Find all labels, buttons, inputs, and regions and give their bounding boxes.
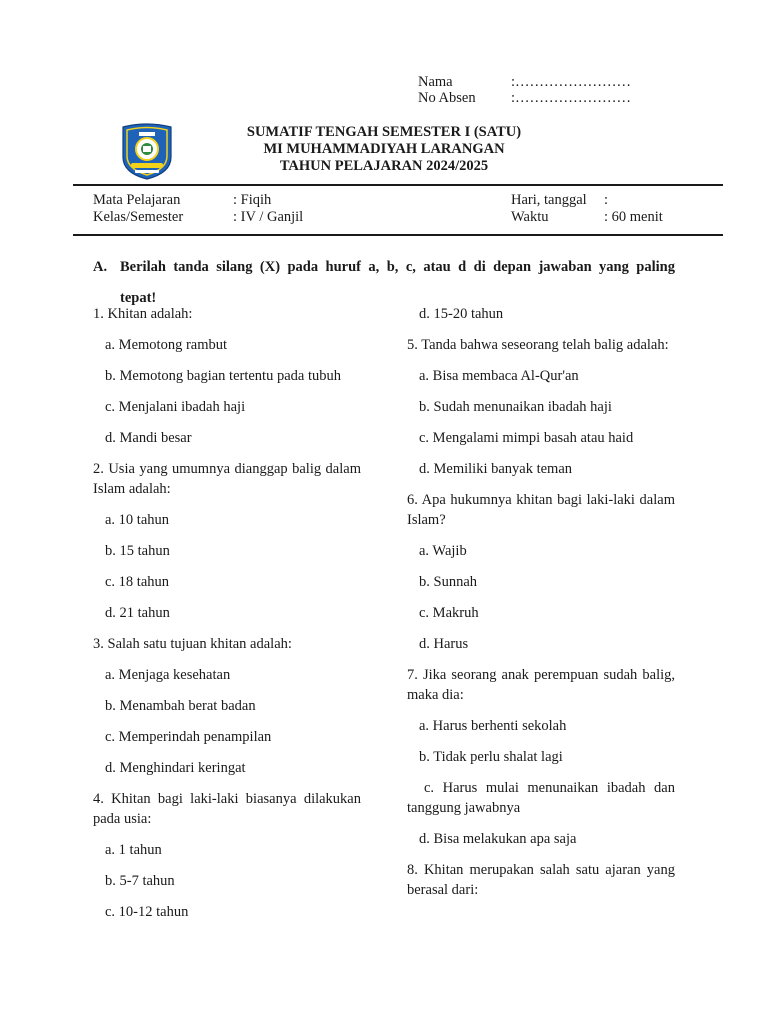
q6-option-b[interactable]: b. Sunnah — [419, 574, 477, 590]
q5-option-c[interactable]: c. Mengalami mimpi basah atau haid — [419, 430, 634, 446]
waktu-label: Waktu — [511, 209, 549, 225]
question-8: 8. Khitan merupakan salah satu ajaran yang berasal dari: — [407, 862, 675, 898]
q1-option-a[interactable]: a. Memotong rambut — [105, 337, 228, 353]
questions-right-column — [407, 304, 675, 911]
hari-value[interactable]: : — [604, 192, 609, 208]
exam-title — [184, 124, 584, 175]
top-divider — [73, 184, 723, 186]
questions-left-column — [93, 304, 361, 933]
q4-option-b[interactable]: b. 5-7 tahun — [105, 873, 175, 889]
q1-option-b[interactable]: b. Memotong bagian tertentu pada tubuh — [105, 368, 341, 384]
q1-option-c[interactable]: c. Menjalani ibadah haji — [105, 399, 246, 415]
question-1: 1. Khitan adalah: — [93, 306, 193, 322]
q3-option-a[interactable]: a. Menjaga kesehatan — [105, 667, 231, 683]
identity-block — [418, 74, 631, 106]
name-field[interactable]: :…………………… — [511, 74, 632, 90]
q4-option-d[interactable]: d. 15-20 tahun — [419, 306, 504, 322]
waktu-value: : 60 menit — [604, 209, 663, 225]
q6-option-d[interactable]: d. Harus — [419, 636, 469, 652]
title-line-1: SUMATIF TENGAH SEMESTER I (SATU) — [246, 124, 522, 140]
q7-option-b[interactable]: b. Tidak perlu shalat lagi — [419, 749, 563, 765]
question-6: 6. Apa hukumnya khitan bagi laki-laki dalam Islam? — [407, 492, 675, 528]
name-row — [418, 74, 631, 90]
school-logo — [119, 121, 175, 181]
q3-option-b[interactable]: b. Menambah berat badan — [105, 698, 256, 714]
q2-option-d[interactable]: d. 21 tahun — [105, 605, 170, 621]
absen-label: No Absen — [418, 90, 476, 106]
q3-option-d[interactable]: d. Menghindari keringat — [105, 760, 246, 776]
question-5: 5. Tanda bahwa seseorang telah balig adalah: — [407, 337, 669, 353]
question-3: 3. Salah satu tujuan khitan adalah: — [93, 636, 292, 652]
name-label: Nama — [418, 74, 453, 90]
mapel-label: Mata Pelajaran — [93, 192, 181, 208]
question-4: 4. Khitan bagi laki-laki biasanya dilakukan pada usia: — [93, 791, 361, 827]
q4-option-c[interactable]: c. 10-12 tahun — [105, 904, 189, 920]
q3-option-c[interactable]: c. Memperindah penampilan — [105, 729, 272, 745]
hari-label: Hari, tanggal — [511, 192, 587, 208]
q2-option-a[interactable]: a. 10 tahun — [105, 512, 170, 528]
mapel-value: : Fiqih — [233, 192, 272, 208]
q2-option-c[interactable]: c. 18 tahun — [105, 574, 170, 590]
kelas-label: Kelas/Semester — [93, 209, 184, 225]
absen-row — [418, 90, 631, 106]
title-line-2: MI MUHAMMADIYAH LARANGAN — [263, 141, 505, 157]
question-7: 7. Jika seorang anak perempuan sudah balig, maka dia: — [407, 667, 675, 703]
absen-field[interactable]: :…………………… — [511, 90, 632, 106]
title-line-3: TAHUN PELAJARAN 2024/2025 — [279, 158, 489, 174]
q5-option-d[interactable]: d. Memiliki banyak teman — [419, 461, 573, 477]
q1-option-d[interactable]: d. Mandi besar — [105, 430, 192, 446]
instruction-line-1: Berilah tanda silang (X) pada huruf a, b, c, atau d di depan jawaban yang paling — [120, 259, 675, 275]
subject-info — [93, 192, 303, 226]
q5-option-b[interactable]: b. Sudah menunaikan ibadah haji — [419, 399, 612, 415]
q2-option-b[interactable]: b. 15 tahun — [105, 543, 170, 559]
q6-option-c[interactable]: c. Makruh — [419, 605, 479, 621]
q7-option-c[interactable]: c. Harus mulai menunaikan ibadah dan tanggung jawabnya — [407, 780, 675, 816]
time-info — [511, 192, 663, 226]
question-2: 2. Usia yang umumnya dianggap balig dalam Islam adalah: — [93, 461, 361, 497]
section-letter: A. — [93, 259, 108, 275]
bottom-divider — [73, 234, 723, 236]
q4-option-a[interactable]: a. 1 tahun — [105, 842, 162, 858]
q6-option-a[interactable]: a. Wajib — [419, 543, 467, 559]
q5-option-a[interactable]: a. Bisa membaca Al-Qur'an — [419, 368, 579, 384]
q7-option-d[interactable]: d. Bisa melakukan apa saja — [419, 831, 577, 847]
kelas-value: : IV / Ganjil — [233, 209, 304, 225]
instruction-line-2: tepat! — [120, 290, 157, 306]
q7-option-a[interactable]: a. Harus berhenti sekolah — [419, 718, 567, 734]
